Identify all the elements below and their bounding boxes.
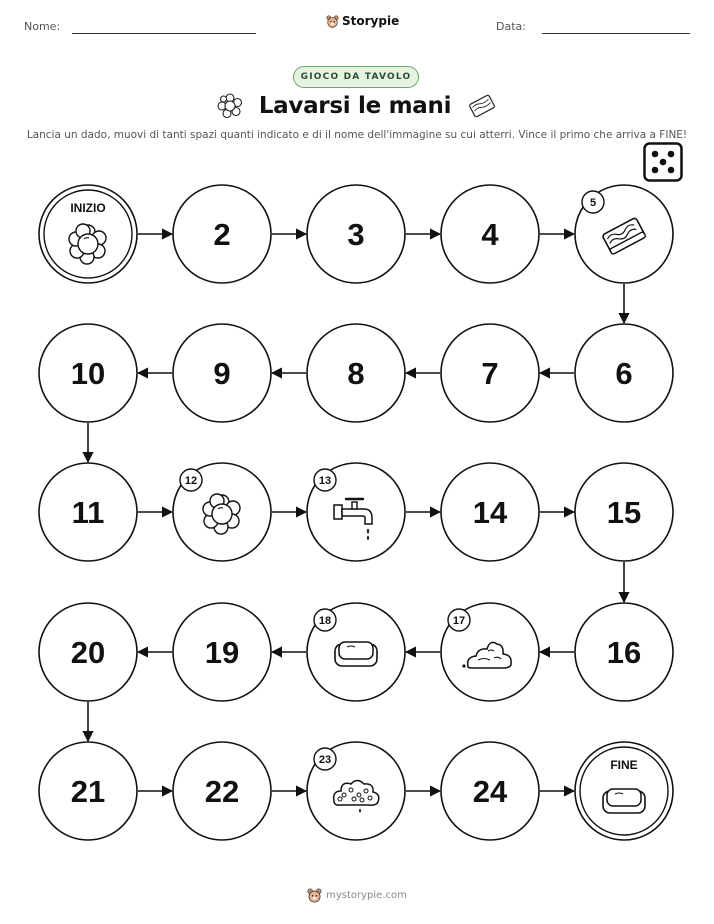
- board-space-4: [441, 185, 539, 283]
- board-space-15: [575, 463, 673, 561]
- board-space-3: [307, 185, 405, 283]
- board-space-7: [441, 324, 539, 422]
- date-label: Data:: [496, 20, 526, 33]
- board-space-17: [441, 603, 539, 701]
- board-space-11: [39, 463, 137, 561]
- instructions-text: Lancia un dado, muovi di tanti spazi quanti indicato e di il nome dell'immagine su cui atterri. Vince il primo che arriva a FINE!: [26, 129, 688, 141]
- space-number: 8: [347, 356, 365, 391]
- badge-number: 12: [184, 475, 198, 487]
- board-space-16: [575, 603, 673, 701]
- title-text: Lavarsi le mani: [258, 93, 452, 119]
- board-space-12: [173, 463, 271, 561]
- space-number: 3: [347, 217, 365, 252]
- space-number: 9: [213, 356, 231, 391]
- badge-number: 5: [589, 197, 597, 209]
- badge-number: 17: [452, 615, 466, 627]
- board-space-25: [575, 742, 673, 840]
- board-space-21: [39, 742, 137, 840]
- footer: [0, 888, 714, 903]
- board-space-20: [39, 603, 137, 701]
- board-space-2: [173, 185, 271, 283]
- badge-number: 13: [318, 475, 332, 487]
- badge-number: 23: [318, 754, 332, 766]
- space-number: 15: [606, 495, 642, 530]
- bear-icon: [307, 888, 322, 903]
- space-number: 20: [70, 635, 106, 670]
- board-space-18: [307, 603, 405, 701]
- board-space-14: [441, 463, 539, 561]
- space-number: 19: [204, 635, 240, 670]
- space-number: 7: [481, 356, 499, 391]
- badge-number: 18: [318, 615, 332, 627]
- space-number: 11: [71, 495, 105, 530]
- board-space-13: [307, 463, 405, 561]
- board-space-1: [39, 185, 137, 283]
- board-space-10: [39, 324, 137, 422]
- board-space-9: [173, 324, 271, 422]
- space-number: 4: [481, 217, 499, 252]
- board-space-6: [575, 324, 673, 422]
- soap-bar-icon: [603, 789, 645, 813]
- board-space-19: [173, 603, 271, 701]
- name-label: Nome:: [24, 20, 61, 33]
- start-label: INIZIO: [70, 201, 106, 215]
- space-number: 2: [213, 217, 231, 252]
- soap-bar-icon: [335, 642, 377, 666]
- space-number: 6: [615, 356, 633, 391]
- board-space-22: [173, 742, 271, 840]
- board-space-5: [575, 185, 673, 283]
- end-label: FINE: [610, 758, 638, 772]
- space-number: 14: [472, 495, 508, 530]
- board-space-23: [307, 742, 405, 840]
- footer-site: mystorypie.com: [326, 890, 407, 901]
- space-number: 10: [70, 356, 106, 391]
- space-number: 16: [606, 635, 642, 670]
- brand-name: Storypie: [342, 14, 400, 28]
- space-number: 24: [472, 774, 508, 809]
- space-number: 21: [70, 774, 106, 809]
- space-number: 22: [204, 774, 240, 809]
- category-badge: GIOCO DA TAVOLO: [293, 66, 419, 88]
- board-space-24: [441, 742, 539, 840]
- board-space-8: [307, 324, 405, 422]
